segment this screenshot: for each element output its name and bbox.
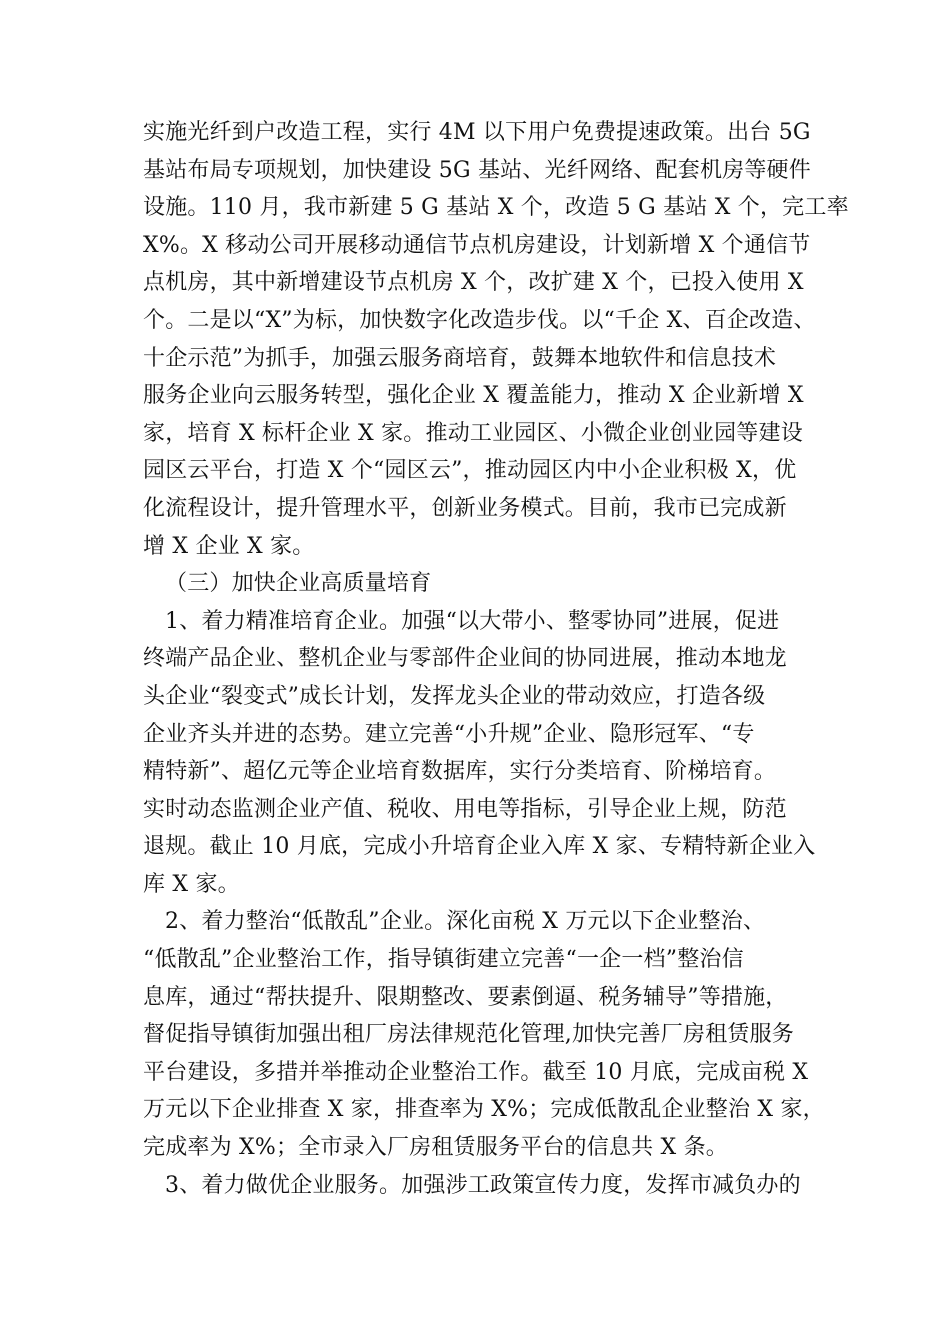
paragraph-line: 服务企业向云服务转型，强化企业 X 覆盖能力，推动 X 企业新增 X	[143, 383, 804, 409]
paragraph-line: 园区云平台，打造 X 个“园区云”，推动园区内中小企业积极 X，优	[143, 458, 797, 484]
paragraph-line: “低散乱”企业整治工作，指导镇街建立完善“一企一档”整治信	[143, 947, 744, 973]
paragraph-line: 万元以下企业排查 X 家，排查率为 X%；完成低散乱企业整治 X 家，	[143, 1097, 825, 1123]
paragraph-line: 督促指导镇街加强出租厂房法律规范化管理,加快完善厂房租赁服务	[143, 1022, 794, 1048]
paragraph-line: 完成率为 X%；全市录入厂房租赁服务平台的信息共 X 条。	[143, 1135, 729, 1161]
paragraph-line: 点机房，其中新增建设节点机房 X 个，改扩建 X 个，已投入使用 X	[143, 270, 804, 296]
paragraph-line: 息库，通过“帮扶提升、限期整改、要素倒逼、税务辅导”等措施，	[143, 984, 788, 1010]
paragraph-line: 十企示范”为抓手，加强云服务商培育，鼓舞本地软件和信息技术	[143, 345, 777, 371]
paragraph-line: 库 X 家。	[143, 871, 240, 897]
paragraph-line: 设施。110 月，我市新建 5 G 基站 X 个，改造 5 G 基站 X 个，完工率	[143, 195, 849, 221]
paragraph-line: 头企业“裂变式”成长计划，发挥龙头企业的带动效应，打造各级	[143, 683, 766, 709]
section-heading: （三）加快企业高质量培育	[165, 571, 432, 597]
paragraph-line: 实施光纤到户改造工程，实行 4M 以下用户免费提速政策。出台 5G	[143, 120, 811, 145]
paragraph-line: 精特新”、超亿元等企业培育数据库，实行分类培育、阶梯培育。	[143, 759, 777, 785]
paragraph-line: 2、着力整治“低散乱”企业。深化亩税 X 万元以下企业整治、	[165, 909, 766, 935]
paragraph-line: 个。二是以“X”为标，加快数字化改造步伐。以“千企 X、百企改造、	[143, 307, 816, 333]
paragraph-line: 实时动态监测企业产值、税收、用电等指标，引导企业上规，防范	[143, 796, 787, 822]
paragraph-line: 化流程设计，提升管理水平，创新业务模式。目前，我市已完成新	[143, 495, 787, 521]
document-body	[143, 114, 849, 1204]
paragraph-line: 企业齐头并进的态势。建立完善“小升规”企业、隐形冠军、“专	[143, 721, 755, 747]
paragraph-line: 终端产品企业、整机企业与零部件企业间的协同进展，推动本地龙	[143, 646, 787, 672]
paragraph-line: 家，培育 X 标杆企业 X 家。推动工业园区、小微企业创业园等建设	[143, 420, 803, 446]
paragraph-line: X%。X 移动公司开展移动通信节点机房建设，计划新增 X 个通信节	[143, 232, 811, 258]
paragraph-line: 平台建设，多措并举推动企业整治工作。截至 10 月底，完成亩税 X	[143, 1059, 809, 1085]
paragraph-line: 退规。截止 10 月底，完成小升培育企业入库 X 家、专精特新企业入	[143, 834, 816, 860]
paragraph-line: 基站布局专项规划，加快建设 5G 基站、光纤网络、配套机房等硬件	[143, 157, 811, 183]
paragraph-line: 3、着力做优企业服务。加强涉工政策宣传力度，发挥市减负办的	[165, 1172, 801, 1198]
paragraph-line: 增 X 企业 X 家。	[143, 533, 315, 559]
paragraph-line: 1、着力精准培育企业。加强“以大带小、整零协同”进展，促进	[165, 608, 780, 634]
